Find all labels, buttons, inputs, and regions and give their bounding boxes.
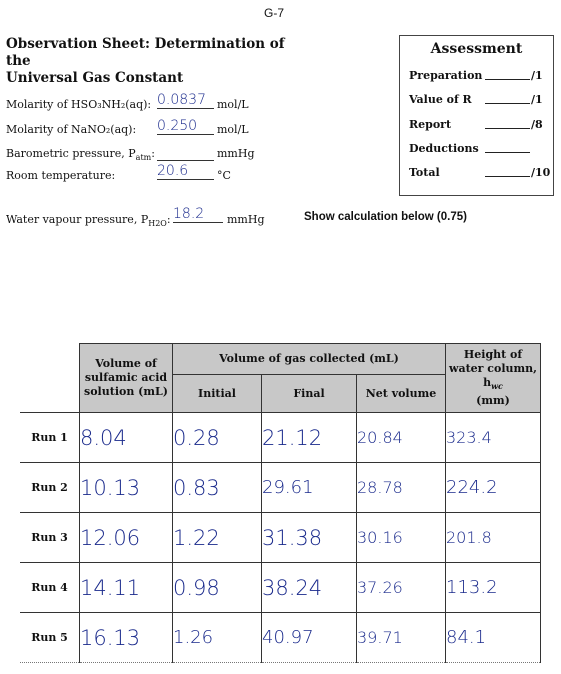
barometric-label: Barometric pressure, $P_{atm}$: [6, 147, 155, 163]
water-vapour-unit: mmHg [227, 213, 265, 226]
height-cell[interactable]: 323.4 [446, 413, 541, 463]
room-temp-value[interactable]: 20.6 [157, 163, 214, 180]
header-initial: Initial [173, 375, 262, 413]
sulfamic-volume-cell[interactable]: 16.13 [80, 613, 173, 663]
molarity-nitrite-unit: mol/L [217, 123, 249, 136]
run-label: Run 2 [20, 463, 80, 513]
molarity-nitrite-value[interactable]: 0.250 [157, 118, 214, 135]
room-temp-unit: °C [217, 169, 231, 182]
water-vapour-label: Water vapour pressure, $P_{H2O}$: [6, 213, 171, 229]
room-temp-label: Room temperature: [6, 169, 116, 182]
header-final: Final [262, 375, 357, 413]
net-volume-cell[interactable]: 39.71 [357, 613, 446, 663]
final-volume-cell[interactable]: 40.97 [262, 613, 357, 663]
sulfamic-volume-cell[interactable]: 14.11 [80, 563, 173, 613]
run-label: Run 1 [20, 413, 80, 463]
header-gas-collected: Volume of gas collected (mL) [173, 344, 446, 375]
barometric-unit: mmHg [217, 147, 255, 160]
net-volume-cell[interactable]: 20.84 [357, 413, 446, 463]
assessment-label-total: Total [409, 166, 440, 179]
molarity-nitrite-label: Molarity of NaNO₂(aq): [6, 123, 137, 136]
run-label: Run 5 [20, 613, 80, 663]
assessment-max-value-r: /1 [531, 93, 543, 106]
table-row [20, 463, 541, 513]
assessment-label-value-r: Value of R [409, 93, 472, 106]
table-row [20, 563, 541, 613]
run-label: Run 3 [20, 513, 80, 563]
water-vapour-value[interactable]: 18.2 [173, 206, 223, 223]
assessment-label-preparation: Preparation [409, 69, 483, 82]
sulfamic-volume-cell[interactable]: 10.13 [80, 463, 173, 513]
header-net-volume: Net volume [357, 375, 446, 413]
initial-volume-cell[interactable]: 0.98 [173, 563, 262, 613]
final-volume-cell[interactable]: 21.12 [262, 413, 357, 463]
calculation-note: Show calculation below (0.75) [304, 211, 467, 223]
table-row [20, 613, 541, 663]
header-height: Height of water column, $h_{wc}$ (mm) [446, 344, 541, 413]
header-volume-sulfamic: Volume of sulfamic acid solution (mL) [80, 344, 173, 413]
assessment-max-report: /8 [531, 118, 543, 131]
net-volume-cell[interactable]: 28.78 [357, 463, 446, 513]
initial-volume-cell[interactable]: 1.26 [173, 613, 262, 663]
run-label: Run 4 [20, 563, 80, 613]
barometric-value[interactable] [157, 146, 214, 161]
initial-volume-cell[interactable]: 0.28 [173, 413, 262, 463]
initial-volume-cell[interactable]: 1.22 [173, 513, 262, 563]
assessment-blank-value-r[interactable] [485, 103, 530, 104]
sulfamic-volume-cell[interactable]: 12.06 [80, 513, 173, 563]
assessment-box [399, 35, 554, 196]
assessment-blank-preparation[interactable] [485, 79, 530, 80]
final-volume-cell[interactable]: 31.38 [262, 513, 357, 563]
page-number: G-7 [264, 6, 285, 20]
assessment-max-preparation: /1 [531, 69, 543, 82]
initial-volume-cell[interactable]: 0.83 [173, 463, 262, 513]
assessment-max-total: /10 [531, 166, 551, 179]
height-cell[interactable]: 113.2 [446, 563, 541, 613]
table-row [20, 513, 541, 563]
assessment-blank-report[interactable] [485, 128, 530, 129]
assessment-label-deductions: Deductions [409, 142, 479, 155]
net-volume-cell[interactable]: 37.26 [357, 563, 446, 613]
final-volume-cell[interactable]: 38.24 [262, 563, 357, 613]
table-row [20, 413, 541, 463]
assessment-label-report: Report [409, 118, 452, 131]
assessment-blank-deductions[interactable] [485, 152, 530, 153]
title-line-1: Observation Sheet: Determination of the [6, 36, 285, 69]
molarity-sulfamic-label: Molarity of HSO₃NH₂(aq): [6, 98, 152, 111]
height-cell[interactable]: 224.2 [446, 463, 541, 513]
sulfamic-volume-cell[interactable]: 8.04 [80, 413, 173, 463]
corner-cell [20, 344, 80, 413]
molarity-sulfamic-unit: mol/L [217, 98, 249, 111]
assessment-blank-total[interactable] [485, 176, 530, 177]
height-cell[interactable]: 84.1 [446, 613, 541, 663]
height-cell[interactable]: 201.8 [446, 513, 541, 563]
assessment-title: Assessment [430, 41, 523, 57]
data-table [20, 343, 541, 663]
title-line-2: Universal Gas Constant [6, 70, 184, 86]
page-title [6, 36, 306, 87]
net-volume-cell[interactable]: 30.16 [357, 513, 446, 563]
final-volume-cell[interactable]: 29.61 [262, 463, 357, 513]
molarity-sulfamic-value[interactable]: 0.0837 [157, 92, 214, 109]
